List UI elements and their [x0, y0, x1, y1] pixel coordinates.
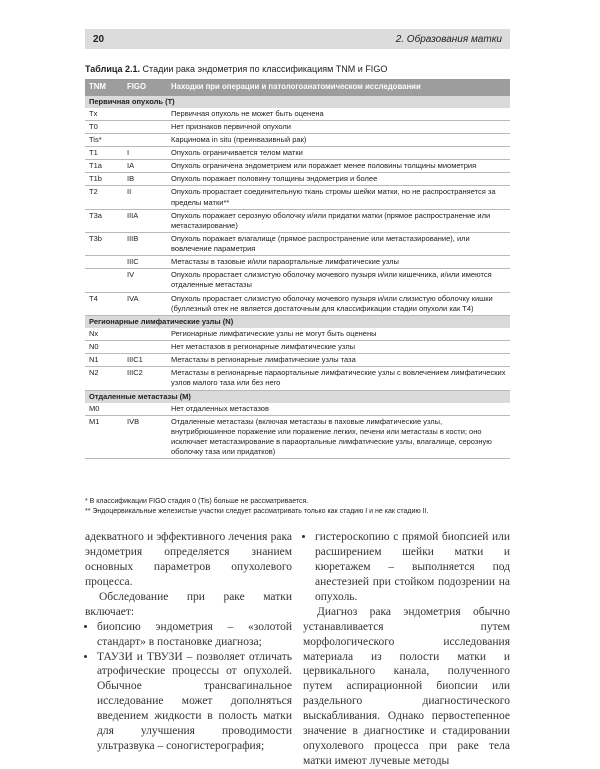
table-row	[85, 403, 510, 416]
table-footnotes	[85, 497, 510, 517]
findings-cell: Опухоль ограничивается телом матки	[167, 147, 510, 160]
right-column	[303, 530, 510, 769]
tnm-cell: T1b	[85, 173, 123, 186]
tnm-cell: N1	[85, 354, 123, 367]
findings-cell: Опухоль прорастает слизистую оболочку мочевого пузыря и/или кишечника, и/или имеются отдаленные метастазы	[167, 269, 510, 292]
findings-cell: Метастазы в регионарные лимфатические узлы таза	[167, 354, 510, 367]
section-title: Первичная опухоль (T)	[85, 96, 510, 108]
figo-cell: IIIC1	[123, 354, 167, 367]
findings-cell: Нет метастазов в регионарные лимфатические узлы	[167, 341, 510, 354]
list-item: • гистероскопию с прямой биопсией или расширением шейки матки и кюретажем – выполняется под анестезией при стойком подозрении на опухоль.	[315, 530, 510, 605]
figo-cell	[123, 341, 167, 354]
footnote: ** Эндоцервикальные железистые участки следует рассматривать только как стадию I и не как стадию II.	[85, 507, 429, 515]
findings-cell: Метастазы в тазовые и/или параортальные лимфатические узлы	[167, 256, 510, 269]
staging-table	[85, 79, 510, 459]
tnm-cell: T4	[85, 292, 123, 315]
figo-cell: I	[123, 147, 167, 160]
tnm-cell: Nx	[85, 328, 123, 341]
col-header-findings: Находки при операции и патологоанатомическом исследовании	[167, 79, 510, 96]
table-row	[85, 415, 510, 459]
table-row	[85, 367, 510, 390]
findings-cell: Первичная опухоль не может быть оценена	[167, 108, 510, 121]
tnm-cell: N2	[85, 367, 123, 390]
figo-cell: IA	[123, 160, 167, 173]
table-caption-text: Стадии рака эндометрия по классификациям TNM и FIGO	[142, 64, 388, 74]
table-row	[85, 209, 510, 232]
list-item: • ТАУЗИ и ТВУЗИ – позволяет отличать атрофические процессы от опухолей. Обычное трансвагинальное исследование может дополняться введением жидкости в полость матки для улучшения проводимости ультразвука – соногистерография;	[97, 650, 292, 755]
table-label: Таблица 2.1.	[85, 64, 141, 74]
figo-cell	[123, 328, 167, 341]
findings-cell: Регионарные лимфатические узлы не могут быть оценены	[167, 328, 510, 341]
tnm-cell: M1	[85, 415, 123, 459]
running-header	[85, 29, 510, 49]
tnm-cell: T3a	[85, 209, 123, 232]
findings-cell: Опухоль прорастает слизистую оболочку мочевого пузыря и/или слизистую оболочку кишки (буллезный отек не является достаточным для классификации стадии опухоли как T4)	[167, 292, 510, 315]
findings-cell: Опухоль поражает половину толщины эндометрия и более	[167, 173, 510, 186]
figo-cell: IIIC2	[123, 367, 167, 390]
table-body	[85, 96, 510, 459]
table-row	[85, 292, 510, 315]
table-row	[85, 328, 510, 341]
figo-cell: IV	[123, 269, 167, 292]
tnm-cell: T1	[85, 147, 123, 160]
figo-cell: IVA	[123, 292, 167, 315]
table-row	[85, 173, 510, 186]
paragraph: адекватного и эффективного лечения рака эндометрия определяется знанием основных параметров опухолевого процесса.	[85, 531, 292, 588]
table-row	[85, 341, 510, 354]
tnm-cell: T1a	[85, 160, 123, 173]
figo-cell	[123, 120, 167, 133]
tnm-cell: T2	[85, 186, 123, 209]
tnm-cell: N0	[85, 341, 123, 354]
findings-cell: Карцинома in situ (преинвазивный рак)	[167, 133, 510, 146]
tnm-cell: T3b	[85, 232, 123, 255]
table-row	[85, 232, 510, 255]
figo-cell: IB	[123, 173, 167, 186]
findings-cell: Отдаленные метастазы (включая метастазы в паховые лимфатические узлы, внутрибрюшинное поражение или поражение легких, печени или метастазы в кости; оно исключает метастазирование в параортальные лимфатические узлы, влагалище, серозную оболочку таза или придатков)	[167, 415, 510, 459]
findings-cell: Метастазы в регионарные параортальные лимфатические узлы с вовлечением лимфатических узлов малого таза или без него	[167, 367, 510, 390]
body-text	[85, 530, 510, 769]
findings-cell: Опухоль ограничена эндометрием или поражает менее половины толщины миометрия	[167, 160, 510, 173]
figo-cell: IIIA	[123, 209, 167, 232]
paragraph: Диагноз рака эндометрия обычно устанавливается путем морфологического исследования материала из полости матки и цервикального канала, полученного путем аспирационной биопсии или раздельного диагностического выскабливания. Однако первостепенное значение в диагностике и стадировании опухолевого процесса при раке тела матки имеют лучевые методы	[303, 605, 510, 768]
bullet-list	[303, 530, 510, 605]
table-section-row	[85, 96, 510, 108]
tnm-cell: M0	[85, 403, 123, 416]
figo-cell: II	[123, 186, 167, 209]
table-row	[85, 120, 510, 133]
col-header-figo: FIGO	[123, 79, 167, 96]
section-title: Регионарные лимфатические узлы (N)	[85, 315, 510, 328]
table-row	[85, 108, 510, 121]
col-header-tnm: TNM	[85, 79, 123, 96]
bullet-list	[85, 620, 292, 754]
section-title: Отдаленные метастазы (M)	[85, 390, 510, 403]
findings-cell: Нет отдаленных метастазов	[167, 403, 510, 416]
figo-cell	[123, 108, 167, 121]
tnm-cell	[85, 256, 123, 269]
table-header-row	[85, 79, 510, 96]
table-row	[85, 186, 510, 209]
table-row	[85, 133, 510, 146]
table-section-row	[85, 390, 510, 403]
paragraph: Обследование при раке матки включает:	[85, 590, 292, 618]
figo-cell	[123, 133, 167, 146]
list-item: • биопсию эндометрия – «золотой стандарт» в постановке диагноза;	[97, 620, 292, 650]
table-caption	[85, 64, 515, 74]
tnm-cell: T0	[85, 120, 123, 133]
table-row	[85, 256, 510, 269]
figo-cell: IIIC	[123, 256, 167, 269]
tnm-cell: Tis*	[85, 133, 123, 146]
table-row	[85, 147, 510, 160]
chapter-title: 2. Образования матки	[395, 33, 502, 45]
tnm-cell	[85, 269, 123, 292]
figo-cell	[123, 403, 167, 416]
footnote: * В классификации FIGO стадия 0 (Tis) больше не рассматривается.	[85, 498, 309, 505]
table-row	[85, 160, 510, 173]
figo-cell: IVB	[123, 415, 167, 459]
table-section-row	[85, 315, 510, 328]
page-number: 20	[93, 33, 105, 45]
table-row	[85, 269, 510, 292]
findings-cell: Нет признаков первичной опухоли	[167, 120, 510, 133]
findings-cell: Опухоль прорастает соединительную ткань стромы шейки матки, но не распространяется за пределы матки**	[167, 186, 510, 209]
findings-cell: Опухоль поражает влагалище (прямое распространение или метастазирование), или вовлечение параметрия	[167, 232, 510, 255]
figo-cell: IIIB	[123, 232, 167, 255]
table-row	[85, 354, 510, 367]
left-column	[85, 530, 292, 769]
findings-cell: Опухоль поражает серозную оболочку и/или придатки матки (прямое распространение или метастазирование)	[167, 209, 510, 232]
tnm-cell: Tx	[85, 108, 123, 121]
